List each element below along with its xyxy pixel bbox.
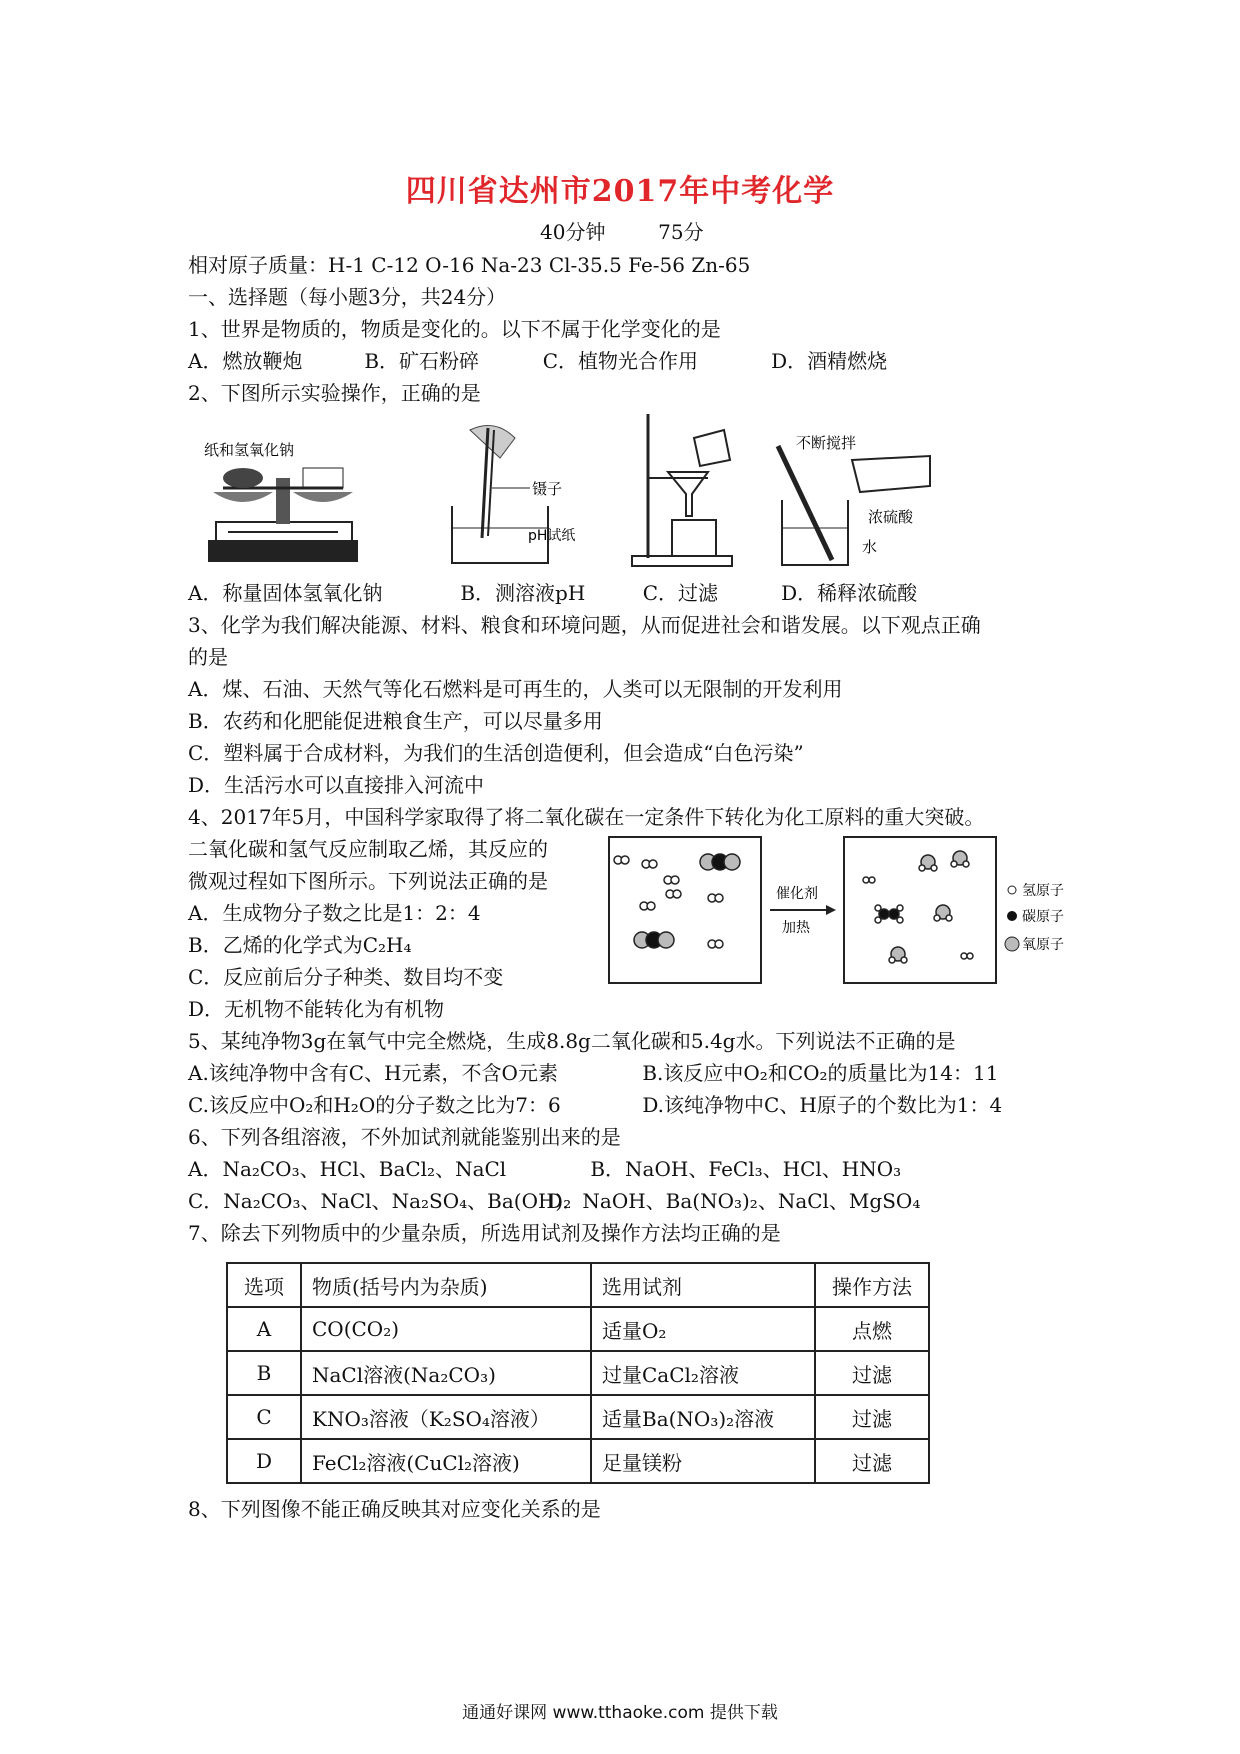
q6-row1 [188,1157,901,1181]
table-cell: A [227,1307,301,1351]
q5-row2 [188,1093,1002,1117]
table-cell: 过量CaCl₂溶液 [591,1351,815,1395]
table-cell: 过滤 [815,1351,929,1395]
q4-option-c: C．反应前后分子种类、数目均不变 [188,965,504,989]
table-cell: 适量O₂ [591,1307,815,1351]
table-row [227,1351,929,1395]
legend-c-atom: 碳原子 [1022,909,1064,925]
ph-paper-label: pH试纸 [528,528,576,544]
q3-option-c: C．塑料属于合成材料，为我们的生活创造便利，但会造成“白色污染” [188,741,804,765]
score-label: 75分 [658,220,704,244]
q5-option-a: A.该纯净物中含有C、H元素，不含O元素 [188,1061,558,1085]
table-cell: C [227,1395,301,1439]
table-header-reagent: 选用试剂 [591,1263,815,1307]
table-cell: 足量镁粉 [591,1439,815,1483]
q1-option-d: D．酒精燃烧 [771,349,888,373]
table-cell: KNO₃溶液（K₂SO₄溶液） [301,1395,591,1439]
exam-meta [540,220,704,244]
q6-option-c: C．Na₂CO₃、NaCl、Na₂SO₄、Ba(OH)₂ [188,1189,572,1213]
q2-options [188,581,917,605]
table-header-method: 操作方法 [815,1263,929,1307]
q4-reaction-figure [608,836,1078,1000]
table-row [227,1395,929,1439]
table-header-row [227,1263,929,1307]
page-title: 四川省达州市2017年中考化学 [405,174,835,209]
q2-figure-d-dilute [770,430,950,574]
q4-option-d: D．无机物不能转化为有机物 [188,997,445,1021]
table-header-option: 选项 [227,1263,301,1307]
acid-label: 浓硫酸 [868,508,914,526]
q1-option-c: C．植物光合作用 [542,349,699,373]
heat-label: 加热 [782,920,810,936]
q1-option-a: A．燃放鞭炮 [188,349,303,373]
catalyst-label: 催化剂 [776,886,818,902]
table-cell: NaCl溶液(Na₂CO₃) [301,1351,591,1395]
stir-label: 不断搅拌 [796,434,857,452]
table-cell: FeCl₂溶液(CuCl₂溶液) [301,1439,591,1483]
table-row [227,1307,929,1351]
q1-option-b: B．矿石粉碎 [364,349,480,373]
table-cell: 适量Ba(NO₃)₂溶液 [591,1395,815,1439]
time-label: 40分钟 [540,220,606,244]
q6-option-b: B．NaOH、FeCl₃、HCl、HNO₃ [590,1157,902,1181]
legend-h-atom: 氢原子 [1022,883,1064,899]
q3-stem-line2: 的是 [188,645,228,669]
water-label: 水 [862,538,878,556]
q2-figure-c-filter [628,408,738,572]
balance-label: 纸和氢氧化钠 [204,441,295,459]
q1-options [188,349,887,373]
q6-option-d: D．NaOH、Ba(NO₃)₂、NaCl、MgSO₄ [546,1189,921,1213]
q4-option-a: A．生成物分子数之比是1：2：4 [188,901,481,925]
q4-stem-line3: 微观过程如下图所示。下列说法正确的是 [188,869,548,893]
q5-option-b: B.该反应中O₂和CO₂的质量比为14：11 [642,1061,999,1085]
q4-option-b: B．乙烯的化学式为C₂H₄ [188,933,412,957]
atomic-masses: 相对原子质量：H-1 C-12 O-16 Na-23 Cl-35.5 Fe-56 Zn-65 [188,253,751,277]
q2-figure-b-ph [440,418,600,572]
table-cell: 过滤 [815,1395,929,1439]
q2-option-b: B．测溶液pH [460,581,586,605]
products-box [844,837,996,983]
q7-table [226,1262,930,1484]
q2-option-a: A．称量固体氢氧化钠 [188,581,383,605]
q1-stem: 1、世界是物质的，物质是变化的。以下不属于化学变化的是 [188,317,721,341]
q6-row2 [188,1189,920,1213]
q5-option-c: C.该反应中O₂和H₂O的分子数之比为7：6 [188,1093,561,1117]
q7-stem: 7、除去下列物质中的少量杂质，所选用试剂及操作方法均正确的是 [188,1221,781,1245]
q3-option-b: B．农药和化肥能促进粮食生产，可以尽量多用 [188,709,603,733]
q3-option-a: A．煤、石油、天然气等化石燃料是可再生的，人类可以无限制的开发利用 [188,677,843,701]
q5-option-d: D.该纯净物中C、H原子的个数比为1：4 [642,1093,1003,1117]
table-cell: CO(CO₂) [301,1307,591,1351]
table-header-substance: 物质(括号内为杂质) [301,1263,591,1307]
q5-row1 [188,1061,998,1085]
table-row [227,1439,929,1483]
table-cell: D [227,1439,301,1483]
section-heading: 一、选择题（每小题3分，共24分） [188,285,507,309]
q3-option-d: D．生活污水可以直接排入河流中 [188,773,485,797]
table-cell: B [227,1351,301,1395]
q6-stem: 6、下列各组溶液，不外加试剂就能鉴别出来的是 [188,1125,621,1149]
page-footer: 通通好课网 www.tthaoke.com 提供下载 [462,1703,778,1723]
table-cell: 点燃 [815,1307,929,1351]
q4-stem-line1: 4、2017年5月，中国科学家取得了将二氧化碳在一定条件下转化为化工原料的重大突破。 [188,805,985,829]
q3-stem-line1: 3、化学为我们解决能源、材料、粮食和环境问题，从而促进社会和谐发展。以下观点正确 [188,613,981,637]
tweezers-label: 镊子 [532,480,563,498]
table-cell: 过滤 [815,1439,929,1483]
q4-stem-line2: 二氧化碳和氢气反应制取乙烯，其反应的 [188,837,548,861]
q6-option-a: A．Na₂CO₃、HCl、BaCl₂、NaCl [188,1157,507,1181]
legend-o-atom: 氧原子 [1022,937,1064,953]
q2-figure-a-balance [198,438,378,572]
q8-stem: 8、下列图像不能正确反映其对应变化关系的是 [188,1497,601,1521]
q2-stem: 2、下图所示实验操作，正确的是 [188,381,481,405]
q2-option-d: D．稀释浓硫酸 [781,581,918,605]
q2-option-c: C．过滤 [642,581,719,605]
q5-stem: 5、某纯净物3g在氧气中完全燃烧，生成8.8g二氧化碳和5.4g水。下列说法不正确的是 [188,1029,956,1053]
